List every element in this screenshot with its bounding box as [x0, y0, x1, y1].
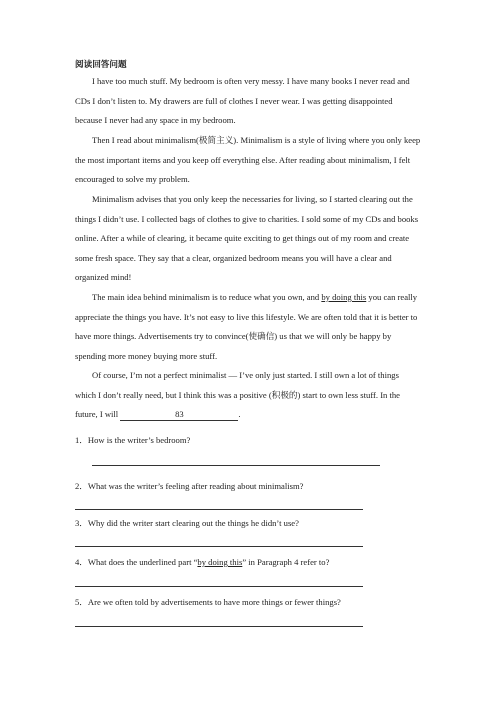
- paragraph-1: [75, 72, 421, 131]
- paragraph-1-text: I have too much stuff. My bedroom is often very messy. I have many books I never read and CDs I don’t listen to. My drawers are full of clothes I never wear. I was getting disappointed because I never had any space in my bedroom.: [75, 76, 410, 126]
- question-4-text-end: ” in Paragraph 4 refer to?: [242, 557, 330, 567]
- paragraph-4-text-end: you can really appreciate the things you have. It’s not easy to live this lifestyle. We are often told that it is better to have more things. Advertisements try to convince(使确信) us that we will only be happy by spending more money buying more stuff.: [75, 292, 418, 361]
- paragraph-5-text-start: Of course, I’m not a perfect minimalist — I’ve only just started. I still own a lot of things which I don’t really need, but I think this was a positive (积极的) start to own less stuff. In the future, I will: [75, 370, 400, 420]
- question-2: 2．What was the writer’s feeling after reading about minimalism?: [75, 481, 304, 491]
- paragraph-5-text-end: .: [238, 409, 241, 420]
- paragraph-2-text: Then I read about minimalism(极简主义). Minimalism is a style of living where you only keep the most important items and you keep off everything else. After reading about minimalism, I felt encouraged to solve my problem.: [75, 135, 421, 185]
- paragraph-4-text-start: The main idea behind minimalism is to reduce what you own, and: [92, 292, 322, 302]
- answer-line-1[interactable]: [92, 465, 380, 466]
- question-4-underlined: by doing this: [197, 557, 243, 567]
- question-4: [75, 556, 329, 568]
- question-4-text-start: 4．What does the underlined part “: [75, 557, 198, 567]
- question-3: 3．Why did the writer start clearing out the things he didn’t use?: [75, 518, 299, 528]
- answer-blank-83[interactable]: 83: [120, 409, 238, 421]
- paragraph-3-text: Minimalism advises that you only keep the necessaries for living, so I started clearing out the things I didn’t use. I collected bags of clothes to give to charities. I sold some of my CDs and books online. After a while of clearing, it became quite exciting to get things out of my room and create some fresh space. They say that a clear, organized bedroom means you will have a clear and organized mind!: [75, 194, 419, 283]
- paragraph-5: [75, 366, 421, 425]
- paragraph-2: [75, 131, 421, 190]
- answer-line-2[interactable]: [75, 509, 363, 510]
- section-heading: 阅读回答问题: [75, 59, 127, 69]
- underlined-phrase: by doing this: [321, 292, 367, 302]
- answer-line-4[interactable]: [75, 586, 363, 587]
- answer-line-5[interactable]: [75, 626, 363, 627]
- question-5: 5．Are we often told by advertisements to have more things or fewer things?: [75, 597, 341, 607]
- paragraph-4: [75, 288, 421, 366]
- paragraph-3: [75, 190, 421, 288]
- question-1: 1．How is the writer’s bedroom?: [75, 435, 191, 445]
- answer-line-3[interactable]: [75, 546, 363, 547]
